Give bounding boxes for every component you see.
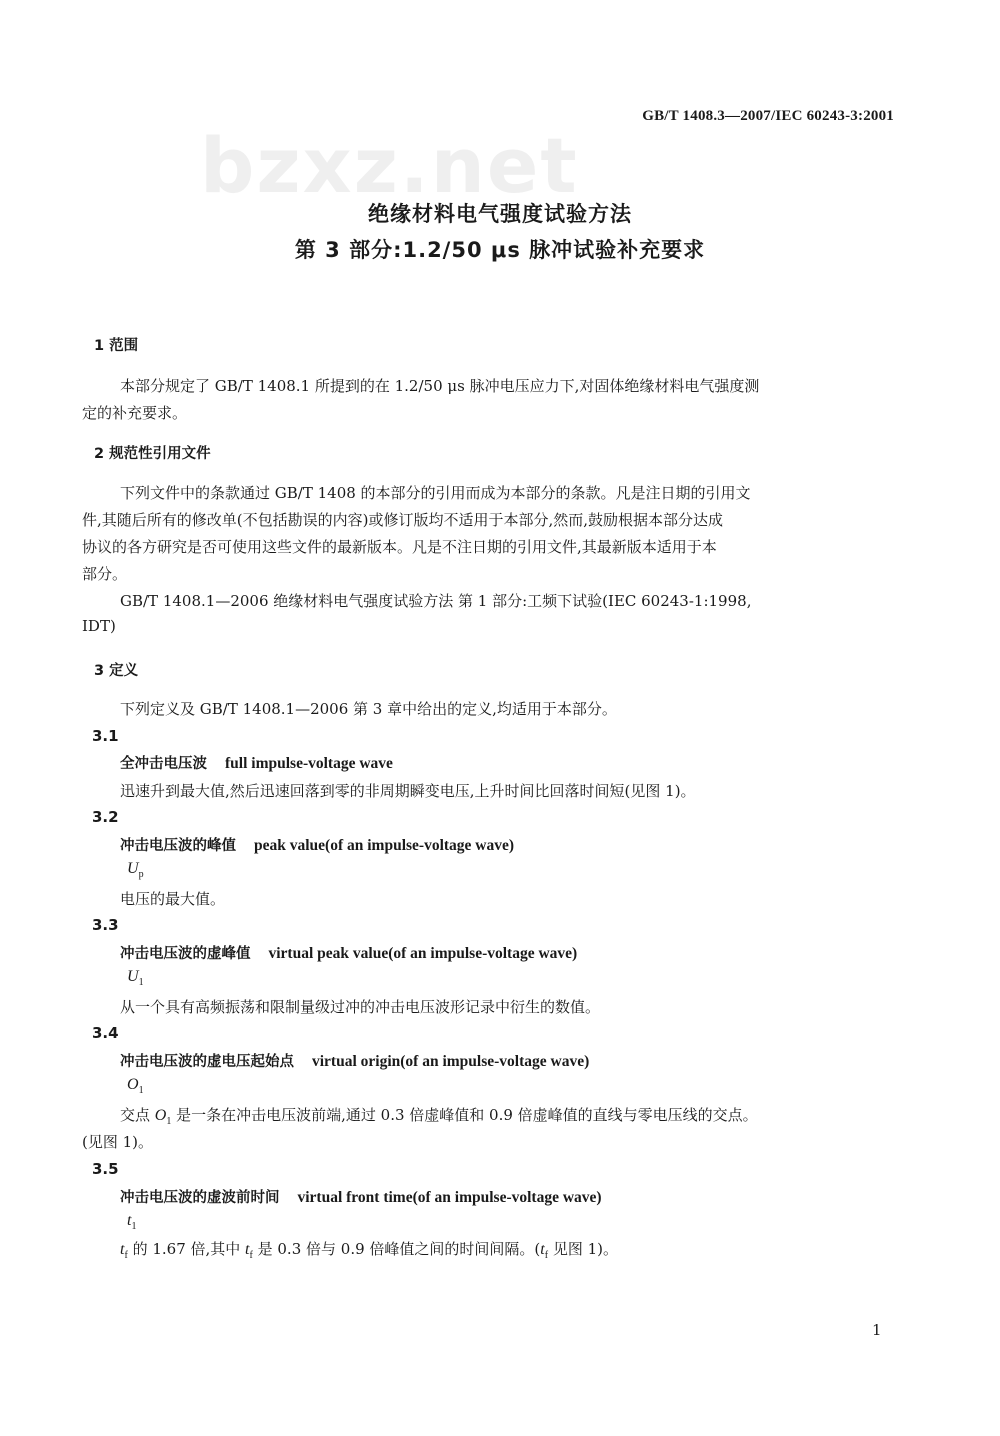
clause-3-4-definition-line1: 交点 $O_1$ 是一条在冲击电压波前端,通过 0.3 倍虚峰值和 0.9 倍虚峰值的直线与零电压线的交点。	[120, 1106, 758, 1128]
clause-3-5-definition: $t_f$ 的 1.67 倍,其中 $t_f$ 是 0.3 倍与 0.9 倍峰值之间的时间间隔。($t_f$ 见图 1)。	[120, 1240, 618, 1262]
section-2-para-line3: 协议的各方研究是否可使用这些文件的最新版本。凡是不注日期的引用文件,其最新版本适用于本	[82, 538, 717, 556]
clause-3-2-definition: 电压的最大值。	[120, 890, 226, 908]
document-title: 绝缘材料电气强度试验方法	[368, 202, 632, 226]
clause-3-1-number: 3.1	[92, 727, 119, 745]
clause-3-4-symbol: $O_1$	[127, 1076, 144, 1097]
standard-number: GB/T 1408.3—2007/IEC 60243-3:2001	[642, 108, 894, 124]
term-zh: 冲击电压波的虚电压起始点	[120, 1054, 294, 1070]
section-3-intro: 下列定义及 GB/T 1408.1—2006 第 3 章中给出的定义,均适用于本部分。	[120, 700, 617, 718]
term-en: peak value(of an impulse-voltage wave)	[254, 837, 515, 854]
clause-3-3-term	[120, 942, 577, 963]
document-subtitle: 第 3 部分:1.2/50 μs 脉冲试验补充要求	[294, 238, 706, 262]
normative-reference-line2: IDT)	[82, 617, 116, 635]
clause-3-4-definition-line2: (见图 1)。	[82, 1133, 154, 1151]
normative-reference-line1: GB/T 1408.1—2006 绝缘材料电气强度试验方法 第 1 部分:工频下试验(IEC 60243-1:1998,	[120, 592, 752, 610]
clause-3-2-symbol: $U_p$	[127, 860, 144, 881]
section-2-para-line4: 部分。	[82, 565, 128, 583]
term-en: full impulse-voltage wave	[225, 755, 393, 772]
term-en: virtual origin(of an impulse-voltage wave)	[312, 1053, 590, 1070]
clause-3-1-definition: 迅速升到最大值,然后迅速回落到零的非周期瞬变电压,上升时间比回落时间短(见图 1)。	[120, 782, 696, 800]
clause-3-3-symbol: $U_1$	[127, 968, 144, 989]
term-zh: 全冲击电压波	[120, 756, 207, 772]
clause-3-3-definition: 从一个具有高频振荡和限制量级过冲的冲击电压波形记录中衍生的数值。	[120, 998, 601, 1016]
term-zh: 冲击电压波的虚峰值	[120, 946, 251, 962]
section-1-heading: 1 范围	[94, 338, 139, 354]
clause-3-4-number: 3.4	[92, 1024, 119, 1042]
section-3-heading: 3 定义	[94, 663, 139, 679]
term-zh: 冲击电压波的峰值	[120, 838, 236, 854]
term-en: virtual peak value(of an impulse-voltage wave)	[268, 945, 578, 962]
section-1-para-line1: 本部分规定了 GB/T 1408.1 所提到的在 1.2/50 μs 脉冲电压应力下,对固体绝缘材料电气强度测	[120, 377, 760, 395]
clause-3-5-term	[120, 1186, 602, 1207]
clause-3-5-symbol: $t_1$	[127, 1212, 137, 1233]
term-en: virtual front time(of an impulse-voltage wave)	[297, 1189, 602, 1206]
term-zh: 冲击电压波的虚波前时间	[120, 1190, 280, 1206]
clause-3-3-number: 3.3	[92, 916, 119, 934]
section-2-para-line1: 下列文件中的条款通过 GB/T 1408 的本部分的引用而成为本部分的条款。凡是注日期的引用文	[120, 484, 751, 502]
section-2-para-line2: 件,其随后所有的修改单(不包括勘误的内容)或修订版均不适用于本部分,然而,鼓励根据本部分达成	[82, 511, 724, 529]
section-2-heading: 2 规范性引用文件	[94, 446, 211, 462]
clause-3-4-term	[120, 1050, 589, 1071]
clause-3-2-number: 3.2	[92, 808, 119, 826]
section-1-para-line2: 定的补充要求。	[82, 404, 188, 422]
clause-3-1-term	[120, 752, 393, 773]
clause-3-5-number: 3.5	[92, 1160, 119, 1178]
watermark: bzxz.net	[200, 121, 579, 210]
page-number: 1	[872, 1321, 882, 1339]
clause-3-2-term	[120, 834, 514, 855]
